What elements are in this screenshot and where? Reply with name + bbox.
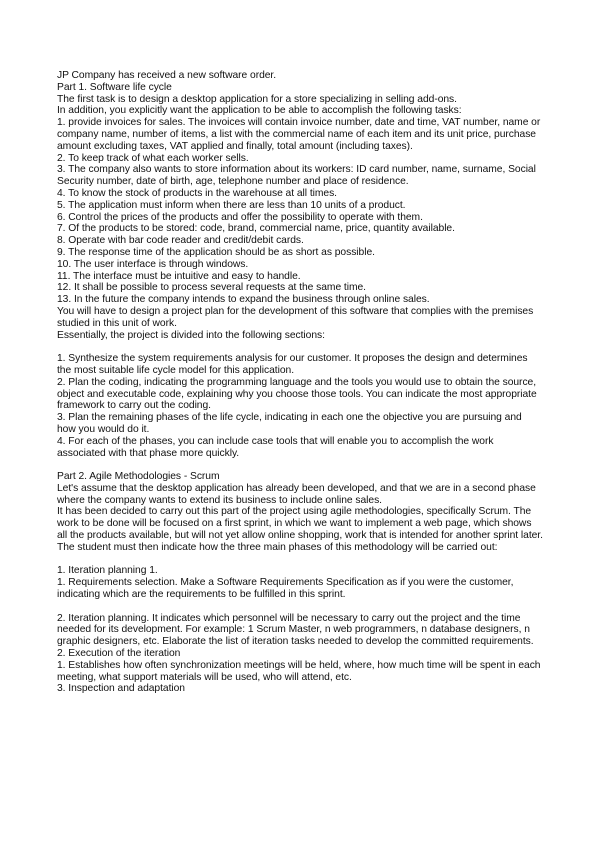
execution-title: 2. Execution of the iteration (57, 648, 181, 660)
part1-paragraph: The first task is to design a desktop application for a store specializing in selling add-ons. (57, 93, 457, 105)
spacer (57, 554, 543, 566)
execution-item: 1. Establishes how often synchronization meetings will be held, where, how much time will be spent in each meeting, what support materials will be used, who will attend, etc. (57, 659, 541, 683)
spacer (57, 459, 543, 471)
part2-title: Part 2. Agile Methodologies - Scrum (57, 471, 220, 483)
document-body (57, 70, 543, 695)
task-item: 11. The interface must be intuitive and easy to handle. (57, 270, 301, 282)
iteration-item: 1. Requirements selection. Make a Software Requirements Specification as if you were the customer, indicating which are the requirements to be fulfilled in this sprint. (57, 577, 514, 601)
part1-paragraph: Essentially, the project is divided into the following sections: (57, 329, 325, 341)
section-item: 2. Plan the coding, indicating the programming language and the tools you would use to obtain the source, object and executable code, explaining why you choose those tools. You can indicate the most appropriate framework to carry out the coding. (57, 376, 537, 412)
task-item: 13. In the future the company intends to expand the business through online sales. (57, 294, 430, 306)
section-item: 1. Synthesize the system requirements analysis for our customer. It proposes the design and determines the most suitable life cycle model for this application. (57, 353, 528, 376)
intro-line: JP Company has received a new software order. (57, 70, 277, 81)
task-item: 9. The response time of the application should be as short as possible. (57, 246, 375, 258)
spacer (57, 601, 543, 613)
inspection-title: 3. Inspection and adaptation (57, 683, 185, 695)
task-item: 5. The application must inform when there are less than 10 units of a product. (57, 199, 406, 211)
task-item: 7. Of the products to be stored: code, brand, commercial name, price, quantity available. (57, 223, 455, 235)
task-item: 4. To know the stock of products in the warehouse at all times. (57, 187, 337, 199)
task-item: 10. The user interface is through windows. (57, 258, 249, 270)
task-item: 3. The company also wants to store information about its workers: ID card number, name, surname, Social Security number, date of birth, age, telephone number and place of residence. (57, 164, 536, 188)
task-item: 12. It shall be possible to process several requests at the same time. (57, 282, 366, 294)
spacer (57, 341, 543, 353)
task-item: 6. Control the prices of the products and offer the possibility to operate with them. (57, 211, 423, 223)
part1-title: Part 1. Software life cycle (57, 81, 172, 93)
section-item: 3. Plan the remaining phases of the life cycle, indicating in each one the objective you are pursuing and how you would do it. (57, 412, 522, 435)
part2-paragraph: It has been decided to carry out this part of the project using agile methodologies, specifically Scrum. The work to be done will be focused on a first sprint, in which we want to implement a web page, which shows all the products available, but will not yet allow online shopping, work that is intended for another sprint later. (57, 506, 543, 542)
part1-paragraph: In addition, you explicitly want the application to be able to accomplish the following tasks: (57, 105, 462, 117)
task-item: 8. Operate with bar code reader and credit/debit cards. (57, 235, 304, 247)
part1-paragraph: You will have to design a project plan for the development of this software that complies with the premises studied in this unit of work. (57, 305, 534, 329)
task-item: 2. To keep track of what each worker sells. (57, 152, 249, 164)
section-item: 4. For each of the phases, you can include case tools that will enable you to accomplish the work associated with that phase more quickly. (57, 435, 494, 459)
task-item: 1. provide invoices for sales. The invoices will contain invoice number, date and time, VAT number, name or company name, number of items, a list with the commercial name of each item and its unit price, purchase amount excluding taxes, VAT applied and finally, total amount (including taxes). (57, 117, 541, 152)
part2-paragraph: The student must then indicate how the three main phases of this methodology will be carried out: (57, 541, 498, 553)
iteration-title: 2. Iteration planning. It indicates which personnel will be necessary to carry out the project and the time needed for its development. For example: 1 Scrum Master, n web programmers, n database designers, n graphic designers, etc. Elaborate the list of iteration tasks needed to develop the committed requirements. (57, 612, 534, 648)
iteration-title: 1. Iteration planning 1. (57, 565, 158, 577)
part2-paragraph: Let's assume that the desktop application has already been developed, and that we are in a second phase where the company wants to extend its business to include online sales. (57, 482, 536, 506)
